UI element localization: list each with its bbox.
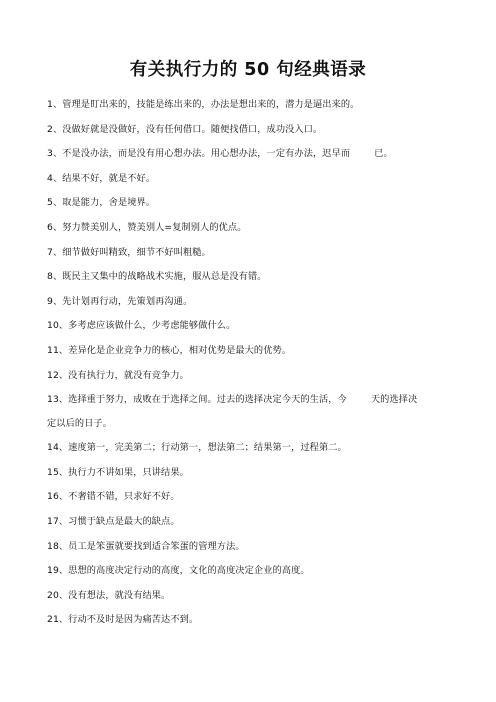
quote-item-7 — [47, 241, 467, 266]
quote-item-12 — [47, 364, 467, 389]
quote-text: 8、既民主又集中的战略战术实施，服从总是没有错。 — [47, 271, 267, 283]
quote-item-9 — [47, 290, 467, 315]
quote-item-4 — [47, 167, 467, 192]
quote-item-11 — [47, 339, 467, 364]
quote-text: 15、执行力不讲如果，只讲结果。 — [47, 466, 189, 478]
quote-text: 19、思想的高度决定行动的高度，文化的高度决定企业的高度。 — [47, 565, 310, 577]
quote-text: 11、差异化是企业竞争力的核心，相对优势是最大的优势。 — [47, 344, 292, 356]
page-title: 有关执行力的 50 句经典语录 — [129, 60, 367, 80]
quote-text: 7、细节做好叫精致，细节不好叫粗糙。 — [47, 246, 211, 258]
quote-text: 2、没做好就是没做好，没有任何借口。随便找借口，成功没入口。 — [47, 123, 323, 135]
quote-item-16 — [47, 485, 467, 510]
quote-text: 5、取是能力，舍是境界。 — [47, 197, 156, 209]
quote-text: 6、努力赞美别人，赞美别人=复制别人的优点。 — [47, 221, 247, 233]
quote-item-13 — [47, 388, 467, 436]
quote-text: 1、管理是盯出来的，技能是练出来的，办法是想出来的，潜力是逼出来的。 — [47, 99, 360, 110]
quote-text: 21、行动不及时是因为痛苦达不到。 — [47, 614, 199, 626]
quote-continuation: 定以后的日子。 — [47, 418, 113, 430]
quote-tail: 已。 — [374, 148, 393, 160]
quote-item-19 — [47, 559, 467, 584]
quote-mid: 天的选择决 — [370, 394, 418, 406]
quote-item-10 — [47, 314, 467, 339]
quote-item-14 — [47, 436, 467, 461]
quote-list — [47, 93, 467, 633]
quote-text: 3、不是没办法，而是没有用心想办法。用心想办法，一定有办法，迟早而 — [47, 148, 351, 160]
quote-text: 12、没有执行力，就没有竞争力。 — [47, 369, 189, 381]
quote-item-2 — [47, 118, 467, 143]
quote-item-8 — [47, 265, 467, 290]
quote-text: 14、速度第一，完美第二；行动第一，想法第二；结果第一，过程第二。 — [47, 442, 347, 454]
quote-text: 16、不奢错不错，只求好不好。 — [47, 491, 180, 503]
quote-text: 9、先计划再行动，先策划再沟通。 — [47, 295, 193, 307]
quote-item-3 — [47, 142, 467, 167]
quote-text: 13、选择重于努力，成败在于选择之间。过去的选择决定今天的生活，今 — [47, 394, 347, 406]
quote-item-18 — [47, 535, 467, 560]
quote-item-17 — [47, 510, 467, 535]
quote-item-15 — [47, 461, 467, 486]
quote-item-6 — [47, 216, 467, 241]
quote-item-5 — [47, 191, 467, 216]
quote-text: 4、结果不好，就是不好。 — [47, 172, 156, 184]
quote-text: 10、多考虑应该做什么，少考虑能够做什么。 — [47, 320, 236, 332]
quote-item-1 — [47, 93, 467, 118]
quote-item-20 — [47, 584, 467, 609]
quote-text: 18、员工是笨蛋就要找到适合笨蛋的管理方法。 — [47, 540, 245, 552]
quote-text: 17、习惯于缺点是最大的缺点。 — [47, 515, 180, 527]
quote-item-21 — [47, 608, 467, 633]
quote-text: 20、没有想法，就没有结果。 — [47, 589, 171, 601]
